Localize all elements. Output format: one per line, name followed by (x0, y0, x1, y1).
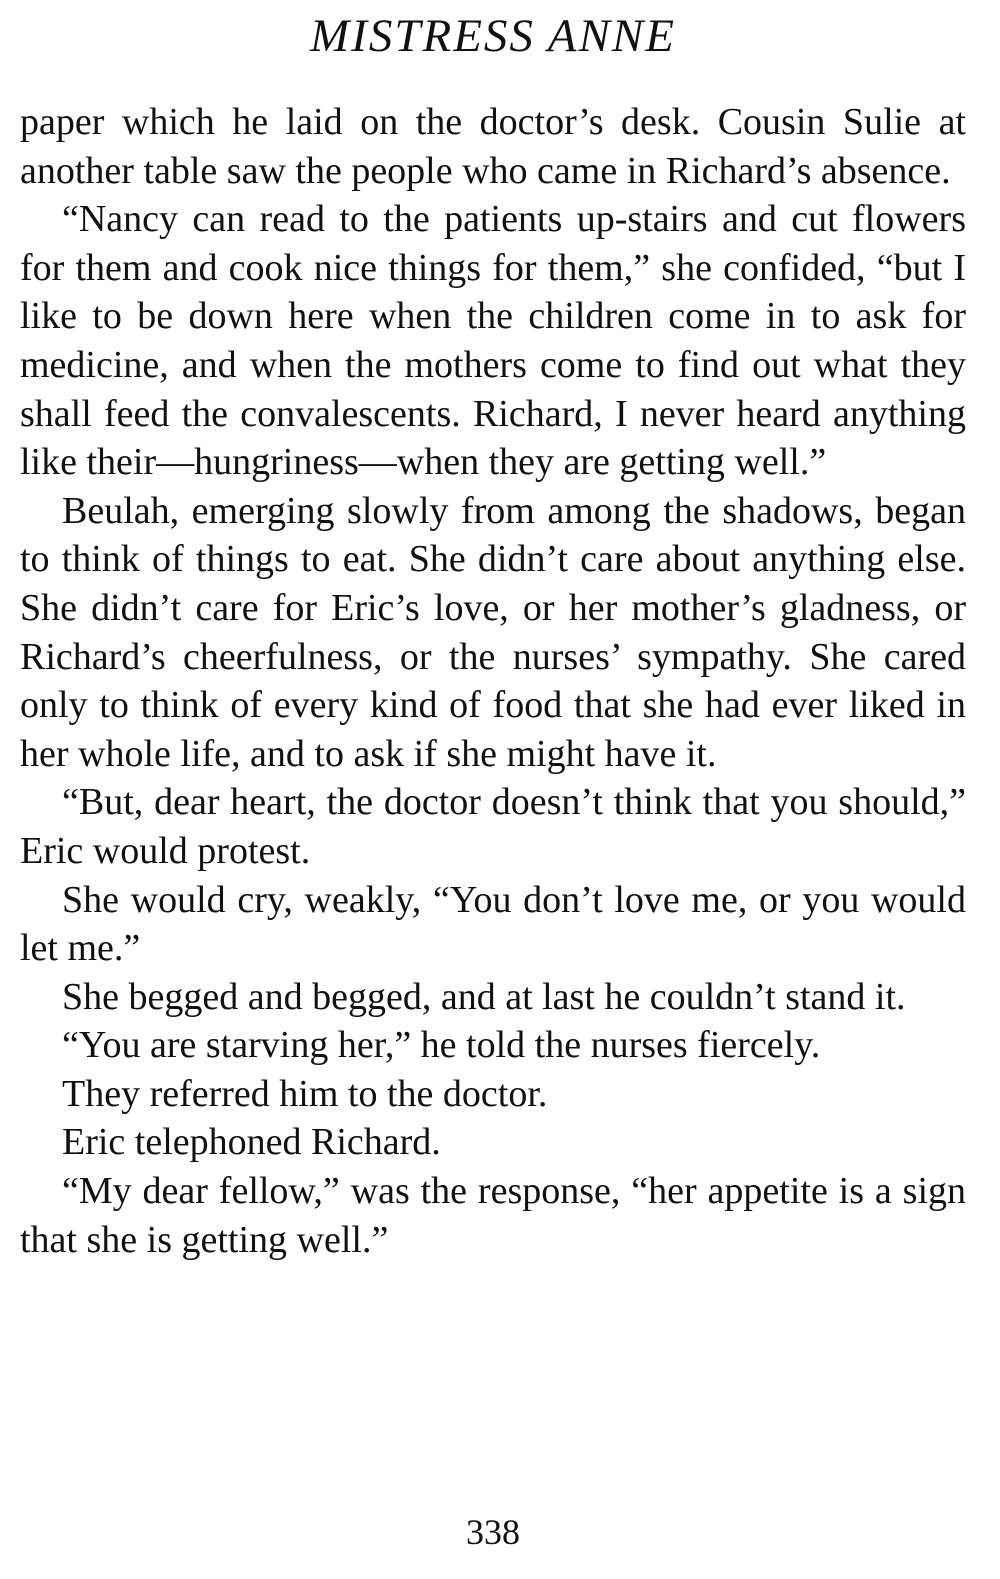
paragraph: Beulah, emerging slowly from among the shadows, began to think of things to eat. She didn’t care about anything else. She didn’t care for Eric’s love, or her mother’s gladness, or Richard’s cheerfulness, or the nurses’ sympathy. She cared only to think of every kind of food that she had ever liked in her whole life, and to ask if she might have it. (20, 489, 966, 775)
paragraph: “My dear fellow,” was the response, “her appetite is a sign that she is getting well.” (20, 1170, 966, 1261)
page-number: 338 (466, 1512, 520, 1552)
paragraph: Eric telephoned Richard. (62, 1121, 441, 1164)
paragraph: “You are starving her,” he told the nurses fiercely. (62, 1024, 821, 1067)
paragraph: “Nancy can read to the patients up-stairs and cut flowers for them and cook nice things for them,” she confided, “but I like to be down here when the children come in to ask for medicine, and when the mothers come to find out what they shall feed the convalescents. Richard, I never heard anything like their—hungriness—when they are getting well.” (20, 198, 966, 484)
paragraph: “But, dear heart, the doctor doesn’t think that you should,” Eric would protest. (20, 781, 966, 872)
paragraph: paper which he laid on the doctor’s desk. Cousin Sulie at another table saw the people who came in Richard’s absence. (20, 101, 966, 192)
book-page (20, 0, 966, 1579)
running-header: MISTRESS ANNE (310, 10, 676, 62)
paragraph: She would cry, weakly, “You don’t love me, or you would let me.” (20, 878, 966, 970)
paragraph: They referred him to the doctor. (62, 1072, 548, 1115)
body-text (20, 98, 966, 1264)
paragraph: She begged and begged, and at last he couldn’t stand it. (62, 975, 906, 1018)
